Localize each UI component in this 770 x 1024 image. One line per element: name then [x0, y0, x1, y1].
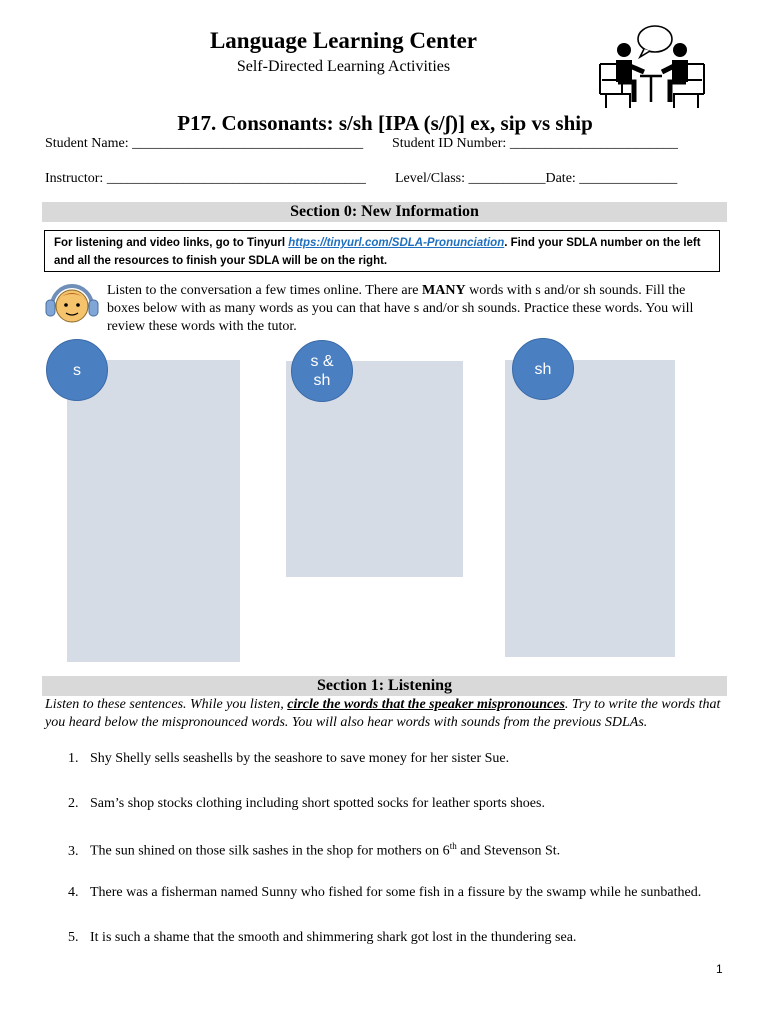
list-item: 1. Shy Shelly sells seashells by the seashore to save money for her sister Sue.: [68, 751, 510, 766]
listen-text-part1: Listen to the conversation a few times online. There are: [107, 283, 423, 298]
word-box-s[interactable]: [67, 360, 240, 662]
instructor-field: Instructor: _____________________________________: [45, 171, 366, 186]
page-subtitle: Self-Directed Learning Activities: [236, 58, 451, 75]
instructions-part2: . Try to write the words that you heard below the mispronounced words. You will also hear words with sounds from the previous SDLAs.: [45, 697, 721, 730]
word-box-sh[interactable]: [505, 360, 675, 657]
headphones-child-icon: [44, 280, 100, 328]
instructions-part1: Listen to these sentences. While you listen,: [45, 697, 288, 712]
level-class-date-field: Level/Class: ___________Date: ______________: [395, 171, 678, 186]
page-title: Language Learning Center: [209, 28, 478, 53]
tutoring-people-icon: [592, 20, 712, 112]
info-box: [44, 230, 720, 272]
page-number: 1: [716, 962, 723, 976]
student-id-field: Student ID Number: ________________________: [392, 136, 678, 151]
label-circle-sh: [512, 338, 574, 400]
info-suffix: . Find your SDLA number on the left and all the resources to finish your SDLA will be on the right.: [54, 237, 701, 267]
section1-heading: Section 1: Listening: [42, 676, 727, 696]
listening-instructions: [45, 696, 735, 732]
list-item: 2. Sam’s shop stocks clothing including short spotted socks for leather sports shoes.: [68, 796, 545, 811]
listen-text-part2: words with s and/or sh sounds. Fill the boxes below with as many words as you can that have s and/or sh sounds. Practice these words. You will review these words with the tutor.: [107, 283, 694, 334]
label-s-and-sh: s & sh: [310, 353, 334, 389]
label-s: s: [73, 361, 81, 379]
list-item: 5. It is such a shame that the smooth and shimmering shark got lost in the thundering sea.: [68, 930, 577, 945]
label-sh: sh: [534, 360, 552, 378]
label-circle-s: [46, 339, 108, 401]
listen-instructions: [107, 282, 717, 336]
student-name-field: Student Name: _________________________________: [45, 136, 364, 151]
lesson-title: P17. Consonants: s/sh [IPA (s/ʃ)] ex, sip vs ship: [177, 111, 593, 135]
info-prefix: For listening and video links, go to Tinyurl: [54, 237, 289, 249]
label-circle-s-and-sh: [291, 340, 353, 402]
listen-text-emphasis: MANY: [422, 283, 466, 298]
section0-heading: Section 0: New Information: [42, 202, 727, 222]
list-item: 3. The sun shined on those silk sashes in the shop for mothers on 6th and Stevenson St.: [68, 841, 561, 859]
list-item: 4. There was a fisherman named Sunny who fished for some fish in a fissure by the swamp while he sunbathed.: [68, 885, 702, 900]
pronunciation-link[interactable]: https://tinyurl.com/SDLA-Pronunciation: [288, 237, 505, 249]
instructions-emphasis: circle the words that the speaker mispronounces: [287, 697, 565, 712]
